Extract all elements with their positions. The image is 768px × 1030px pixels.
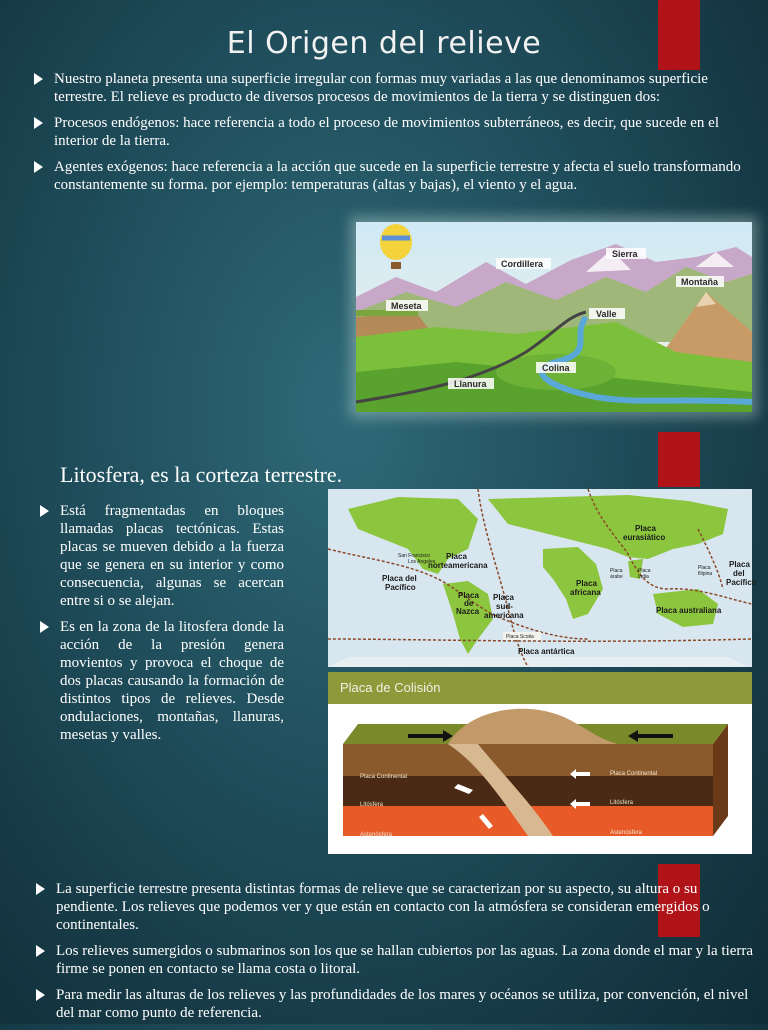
- map-label-pacifico: Placa del: [382, 574, 417, 583]
- bullet-text: La superficie terrestre presenta distintas formas de relieve que se caracterizan por su aspecto, su altura o su pendiente. Los relieves que podemos ver y que están en contacto con la atmósfera se consideran emergidos o continentales.: [56, 881, 710, 933]
- list-item: [34, 942, 754, 978]
- plate-collision-diagram: [328, 672, 752, 854]
- map-label-filipina: Placa: [698, 565, 711, 571]
- list-item: [34, 880, 754, 934]
- map-label-africana: Placa: [576, 579, 597, 588]
- bullet-text: Agentes exógenos: hace referencia a la acción que sucede en la superficie terrestre y afecta el suelo transformando constantemente su forma. por ejemplo: temperaturas (altas y bajas), el viento y el agua.: [54, 159, 741, 193]
- list-item: [38, 618, 284, 744]
- bullet-list: [32, 70, 757, 202]
- collision-header: Placa de Colisión: [328, 672, 752, 704]
- map-label-scotia: Placa Scotia: [506, 634, 534, 640]
- label-left-astenosfera: Astenósfera: [360, 832, 393, 838]
- bullet-text: Nuestro planeta presenta una superficie irregular con formas muy variadas a las que denominamos superficie terrestre. El relieve es producto de diversos procesos de movimientos de la tierra y se distinguen dos:: [54, 71, 708, 105]
- map-label-nazca-3: Nazca: [456, 607, 480, 616]
- label-left-litosfera: Litósfera: [360, 802, 384, 808]
- map-label-africana-2: africana: [570, 588, 601, 597]
- list-item: [32, 70, 757, 106]
- bullet-text: Es en la zona de la litosfera donde la acción de la presión genera movientos y provoca el choque de dos placas causando la formación de distintos tipos de relieves. Desde ondulaciones, montañas, llanuras, mesetas y valles.: [60, 619, 284, 743]
- label-montana: Montaña: [681, 277, 718, 287]
- label-colina: Colina: [542, 363, 570, 373]
- bullet-arrow-icon: [40, 505, 49, 517]
- map-label-pacifico-right-2: del: [733, 569, 745, 578]
- map-label-filipina-2: filipina: [698, 571, 713, 577]
- map-label-los-angeles: Los Angeles: [408, 559, 436, 565]
- accent-bar: [658, 432, 700, 487]
- label-right-continental: Placa Continental: [610, 771, 658, 777]
- map-label-arabe: Placa: [610, 568, 623, 574]
- map-label-pacifico-right: Placa: [729, 560, 750, 569]
- bullet-arrow-icon: [36, 883, 45, 895]
- slide-title: El Origen del relieve: [226, 26, 542, 61]
- list-item: [32, 114, 757, 150]
- map-label-sudamericana: Placa: [493, 593, 514, 602]
- list-item: [38, 502, 284, 610]
- bullet-text: Los relieves sumergidos o submarinos son los que se hallan cubiertos por las aguas. La zona donde el mar y la tierra firme se ponen en contacto se llama costa o litoral.: [56, 943, 754, 977]
- bullet-text: Para medir las alturas de los relieves y las profundidades de los mares y océanos se utiliza, por convención, el nivel del mar como punto de referencia.: [56, 987, 749, 1021]
- map-label-india: Placa: [638, 568, 651, 574]
- map-label-sudamericana-2: sud-: [496, 602, 513, 611]
- map-label-sudamericana-3: americana: [484, 611, 524, 620]
- map-label-pacifico-right-3: Pacífico: [726, 578, 757, 587]
- bullet-arrow-icon: [40, 621, 49, 633]
- map-label-antartica: Placa antártica: [518, 647, 575, 656]
- label-right-astenosfera: Astenósfera: [610, 830, 643, 836]
- map-label-india-2: India: [638, 574, 649, 580]
- map-label-euroasiatica-2: eurasiático: [623, 533, 666, 542]
- bullet-list: [34, 880, 754, 1030]
- map-label-euroasiatica: Placa: [635, 524, 656, 533]
- map-label-norteamericana-2: norteamericana: [428, 561, 488, 570]
- bullet-arrow-icon: [34, 73, 43, 85]
- label-valle: Valle: [596, 309, 617, 319]
- slide-title: Litosfera, es la corteza terrestre.: [60, 462, 343, 487]
- bullet-text: Procesos endógenos: hace referencia a todo el proceso de movimientos subterráneos, es decir, que sucede en el interior de la tierra.: [54, 115, 719, 149]
- slide-superficie-terrestre: [0, 864, 768, 1024]
- list-item: [32, 158, 757, 194]
- map-label-nazca-2: de: [464, 599, 474, 608]
- bullet-text: Está fragmentadas en bloques llamadas placas tectónicas. Estas placas se mueven debido a la fuerza que se genera en su interior y como consecuencia, algunas se acercan entre si o se alejan.: [60, 503, 284, 609]
- label-llanura: Llanura: [454, 379, 487, 389]
- map-label-pacifico-2: Pacífico: [385, 583, 416, 592]
- bullet-arrow-icon: [34, 161, 43, 173]
- landscape-illustration: [356, 222, 752, 412]
- bullet-arrow-icon: [34, 117, 43, 129]
- slide-origen-relieve: [0, 0, 768, 432]
- map-label-arabe-2: árabe: [610, 574, 623, 580]
- list-item: [34, 986, 754, 1022]
- map-label-san-francisco: San Francisco: [398, 553, 430, 559]
- map-label-norteamericana: Placa: [446, 552, 467, 561]
- label-left-continental: Placa Continental: [360, 774, 408, 780]
- tectonic-plates-map: [328, 489, 757, 667]
- label-sierra: Sierra: [612, 249, 638, 259]
- map-label-nazca: Placa: [458, 591, 479, 600]
- label-right-litosfera: Litósfera: [610, 800, 634, 806]
- label-cordillera: Cordillera: [501, 259, 544, 269]
- label-meseta: Meseta: [391, 301, 422, 311]
- bullet-arrow-icon: [36, 989, 45, 1001]
- map-label-australiana: Placa australiana: [656, 606, 722, 615]
- bullet-list: [38, 502, 284, 752]
- bullet-arrow-icon: [36, 945, 45, 957]
